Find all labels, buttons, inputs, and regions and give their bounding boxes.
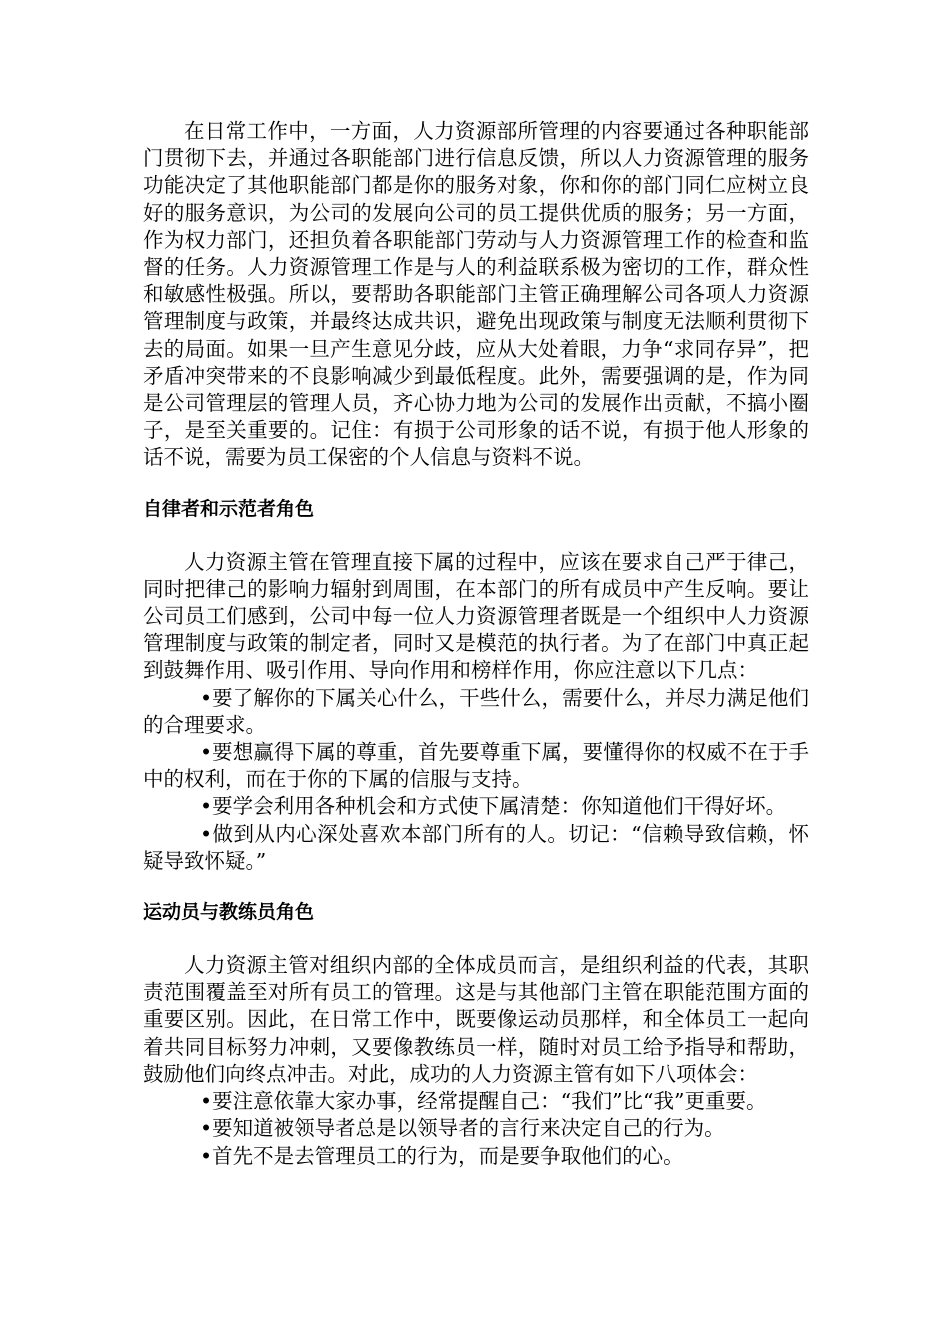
section1-paragraph: 人力资源主管在管理直接下属的过程中，应该在要求自己严于律己，同时把律己的影响力辐射到周围，在本部门的所有成员中产生反响。要让公司员工们感到，公司中每一位人力资源管理者既是一个组织中人力资源管理制度与政策的制定者，同时又是模范的执行者。为了在部门中真正起到鼓舞作用、吸引作用、导向作用和榜样作用，你应注意以下几点： <box>143 549 809 683</box>
section-heading-self-discipline: 自律者和示范者角色 <box>143 497 315 520</box>
bullet-item: •做到从内心深处喜欢本部门所有的人。切记：“信赖导致信赖，怀疑导致怀疑。” <box>143 821 809 873</box>
section2-paragraph: 人力资源主管对组织内部的全体成员而言，是组织利益的代表，其职责范围覆盖至对所有员工的管理。这是与其他部门主管在职能范围方面的重要区别。因此，在日常工作中，既要像运动员那样，和全体员工一起向着共同目标努力冲刺，又要像教练员一样，随时对员工给予指导和帮助，鼓励他们向终点冲击。对此，成功的人力资源主管有如下八项体会： <box>143 953 809 1086</box>
bullet-item: •要想赢得下属的尊重，首先要尊重下属，要懂得你的权威不在于手中的权利，而在于你的下属的信服与支持。 <box>143 740 809 792</box>
bullet-item: •要了解你的下属关心什么，干些什么，需要什么，并尽力满足他们的合理要求。 <box>143 685 809 737</box>
section-heading-athlete-coach: 运动员与教练员角色 <box>143 901 315 924</box>
document-page <box>143 118 809 1170</box>
intro-paragraph: 在日常工作中，一方面，人力资源部所管理的内容要通过各种职能部门贯彻下去，并通过各职能部门进行信息反馈，所以人力资源管理的服务功能决定了其他职能部门都是你的服务对象，你和你的部门同仁应树立良好的服务意识，为公司的发展向公司的员工提供优质的服务；另一方面，作为权力部门，还担负着各职能部门劳动与人力资源管理工作的检查和监督的任务。人力资源管理工作是与人的利益联系极为密切的工作，群众性和敏感性极强。所以，要帮助各职能部门主管正确理解公司各项人力资源管理制度与政策，并最终达成共识，避免出现政策与制度无法顺利贯彻下去的局面。如果一旦产生意见分歧，应从大处着眼，力争“求同存异”，把矛盾冲突带来的不良影响减少到最低程度。此外，需要强调的是，作为同是公司管理层的管理人员，齐心协力地为公司的发展作出贡献，不搞小圈子，是至关重要的。记住：有损于公司形象的话不说，有损于他人形象的话不说，需要为员工保密的个人信息与资料不说。 <box>143 119 809 470</box>
bullet-item: •首先不是去管理员工的行为，而是要争取他们的心。 <box>200 1143 684 1168</box>
bullet-item: •要注意依靠大家办事，经常提醒自己：“我们”比“我”更重要。 <box>200 1089 767 1114</box>
bullet-item: •要学会利用各种机会和方式使下属清楚：你知道他们干得好坏。 <box>200 794 787 819</box>
bullet-item: •要知道被领导者总是以领导者的言行来决定自己的行为。 <box>200 1116 725 1141</box>
